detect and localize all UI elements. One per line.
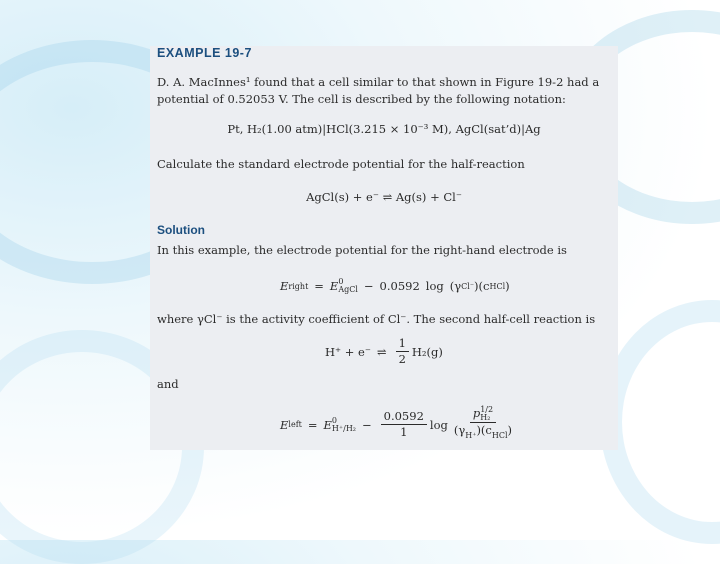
equation-hydrogen-half-reaction: H⁺ + e⁻ ⇌ $\frac{1}{2}$ H₂(g) bbox=[325, 336, 443, 366]
half-reaction: AgCl(s) + e⁻ ⇌ Ag(s) + Cl⁻ bbox=[306, 190, 462, 204]
equation-right-electrode: E right = E 0 AgCl − 0.0592 log (γ Cl⁻ )(c HCl ) bbox=[280, 277, 510, 294]
background-swirl bbox=[600, 300, 720, 544]
equation-left-electrode: E left = E 0 H⁺/H₂ − $\frac{0.0592}{1}$ log p 1/2 H₂ $(\gamma_{H^+})(c_{HCl})$ bbox=[280, 405, 513, 440]
example-intro: D. A. MacInnes¹ found that a cell similar to that shown in Figure 19-2 had a potential of 0.52053 V. The cell is described by the following notation: bbox=[157, 75, 600, 106]
example-panel bbox=[150, 46, 618, 450]
calc-text: Calculate the standard electrode potential for the half-reaction bbox=[157, 157, 525, 171]
example-title: EXAMPLE 19-7 bbox=[157, 46, 252, 60]
solution-title: Solution bbox=[157, 223, 205, 237]
cell-notation: Pt, H₂(1.00 atm)|HCl(3.215 × 10⁻³ M), AgCl(sat’d)|Ag bbox=[227, 122, 541, 136]
solution-text-1: In this example, the electrode potential for the right-hand electrode is bbox=[157, 243, 567, 257]
solution-text-3: and bbox=[157, 377, 179, 391]
solution-text-2: where γCl⁻ is the activity coefficient of Cl⁻. The second half-cell reaction is bbox=[157, 312, 596, 326]
